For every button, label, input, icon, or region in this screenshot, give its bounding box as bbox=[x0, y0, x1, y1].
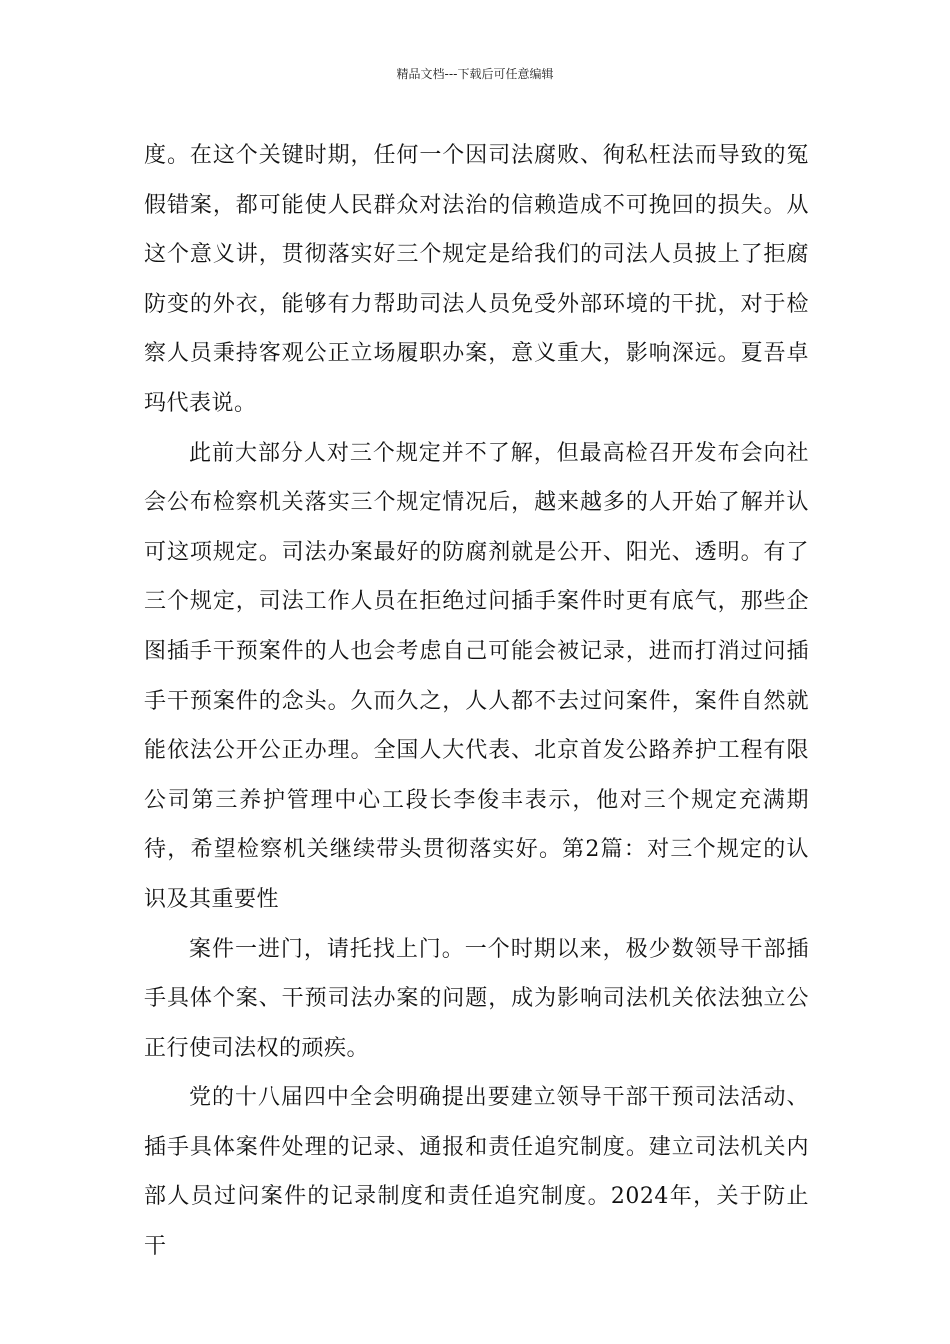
document-body bbox=[144, 131, 809, 1272]
paragraph-3: 案件一进门，请托找上门。一个时期以来，极少数领导干部插手具体个案、干预司法办案的问题，成为影响司法机关依法独立公正行使司法权的顽疾。 bbox=[144, 936, 809, 1061]
paragraph-1: 度。在这个关键时期，任何一个因司法腐败、徇私枉法而导致的冤假错案，都可能使人民群众对法治的信赖造成不可挽回的损失。从这个意义讲，贯彻落实好三个规定是给我们的司法人员披上了拒腐防变的外衣，能够有力帮助司法人员免受外部环境的干扰，对于检察人员秉持客观公正立场履职办案，意义重大，影响深远。夏吾卓玛代表说。 bbox=[144, 143, 809, 416]
page-header: 精品文档---下载后可任意编辑 bbox=[396, 67, 554, 81]
paragraph-4: 党的十八届四中全会明确提出要建立领导干部干预司法活动、插手具体案件处理的记录、通报和责任追究制度。建立司法机关内部人员过问案件的记录制度和责任追究制度。2024年，关于防止干 bbox=[144, 1085, 809, 1260]
paragraph-2: 此前大部分人对三个规定并不了解，但最高检召开发布会向社会公布检察机关落实三个规定情况后，越来越多的人开始了解并认可这项规定。司法办案最好的防腐剂就是公开、阳光、透明。有了三个规定，司法工作人员在拒绝过问插手案件时更有底气，那些企图插手干预案件的人也会考虑自己可能会被记录，进而打消过问插手干预案件的念头。久而久之，人人都不去过问案件，案件自然就能依法公开公正办理。全国人大代表、北京首发公路养护工程有限公司第三养护管理中心工段长李俊丰表示，他对三个规定充满期待，希望检察机关继续带头贯彻落实好。第2篇：对三个规定的认识及其重要性 bbox=[144, 440, 809, 912]
